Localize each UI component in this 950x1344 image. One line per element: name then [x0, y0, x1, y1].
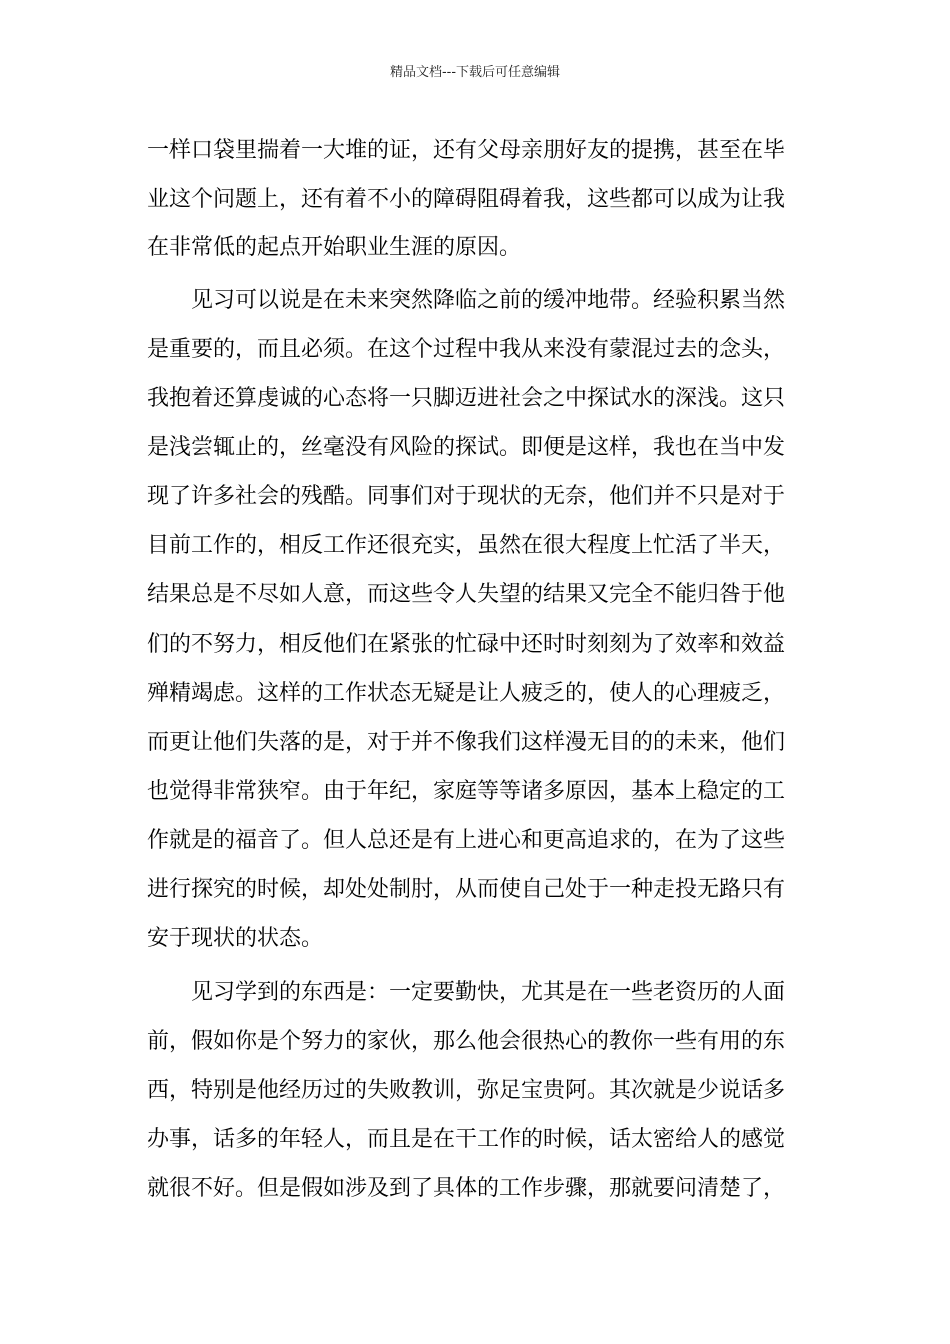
- text-line: 一样口袋里揣着一大堆的证，还有父母亲朋好友的提携，甚至在毕: [147, 138, 786, 163]
- text-line: 西，特别是他经历过的失败教训，弥足宝贵阿。其次就是少说话多: [147, 1078, 786, 1103]
- text-line: 进行探究的时候，却处处制肘，从而使自己处于一种走投无路只有: [147, 877, 786, 902]
- text-line: 办事，话多的年轻人，而且是在干工作的时候，话太密给人的感觉: [147, 1127, 786, 1152]
- text-line: 是重要的，而且必须。在这个过程中我从来没有蒙混过去的念头，: [147, 337, 786, 362]
- text-line: 们的不努力，相反他们在紧张的忙碌中还时时刻刻为了效率和效益: [147, 632, 786, 657]
- text-line: 是浅尝辄止的，丝毫没有风险的探试。即便是这样，我也在当中发: [147, 435, 786, 460]
- text-line: 殚精竭虑。这样的工作状态无疑是让人疲乏的，使人的心理疲乏，: [147, 681, 786, 706]
- text-line: 而更让他们失落的是，对于并不像我们这样漫无目的的未来，他们: [147, 730, 786, 755]
- text-line: 安于现状的状态。: [147, 926, 324, 951]
- text-line: 见习学到的东西是：一定要勤快，尤其是在一些老资历的人面: [191, 980, 786, 1005]
- text-line: 业这个问题上，还有着不小的障碍阻碍着我，这些都可以成为让我: [147, 187, 786, 212]
- text-line: 见习可以说是在未来突然降临之前的缓冲地带。经验积累当然: [191, 288, 786, 313]
- page-header: 精品文档---下载后可任意编辑: [389, 65, 561, 80]
- text-line: 作就是的福音了。但人总还是有上进心和更高追求的，在为了这些: [147, 828, 786, 853]
- text-line: 目前工作的，相反工作还很充实，虽然在很大程度上忙活了半天，: [147, 533, 786, 558]
- text-line: 在非常低的起点开始职业生涯的原因。: [147, 235, 522, 260]
- text-line: 前，假如你是个努力的家伙，那么他会很热心的教你一些有用的东: [147, 1029, 786, 1054]
- text-line: 结果总是不尽如人意，而这些令人失望的结果又完全不能归咎于他: [147, 582, 786, 607]
- text-line: 就很不好。但是假如涉及到了具体的工作步骤，那就要问清楚了，: [147, 1176, 786, 1201]
- text-line: 现了许多社会的残酷。同事们对于现状的无奈，他们并不只是对于: [147, 484, 786, 509]
- text-line: 也觉得非常狭窄。由于年纪，家庭等等诸多原因，基本上稳定的工: [147, 779, 786, 804]
- text-line: 我抱着还算虔诚的心态将一只脚迈进社会之中探试水的深浅。这只: [147, 386, 786, 411]
